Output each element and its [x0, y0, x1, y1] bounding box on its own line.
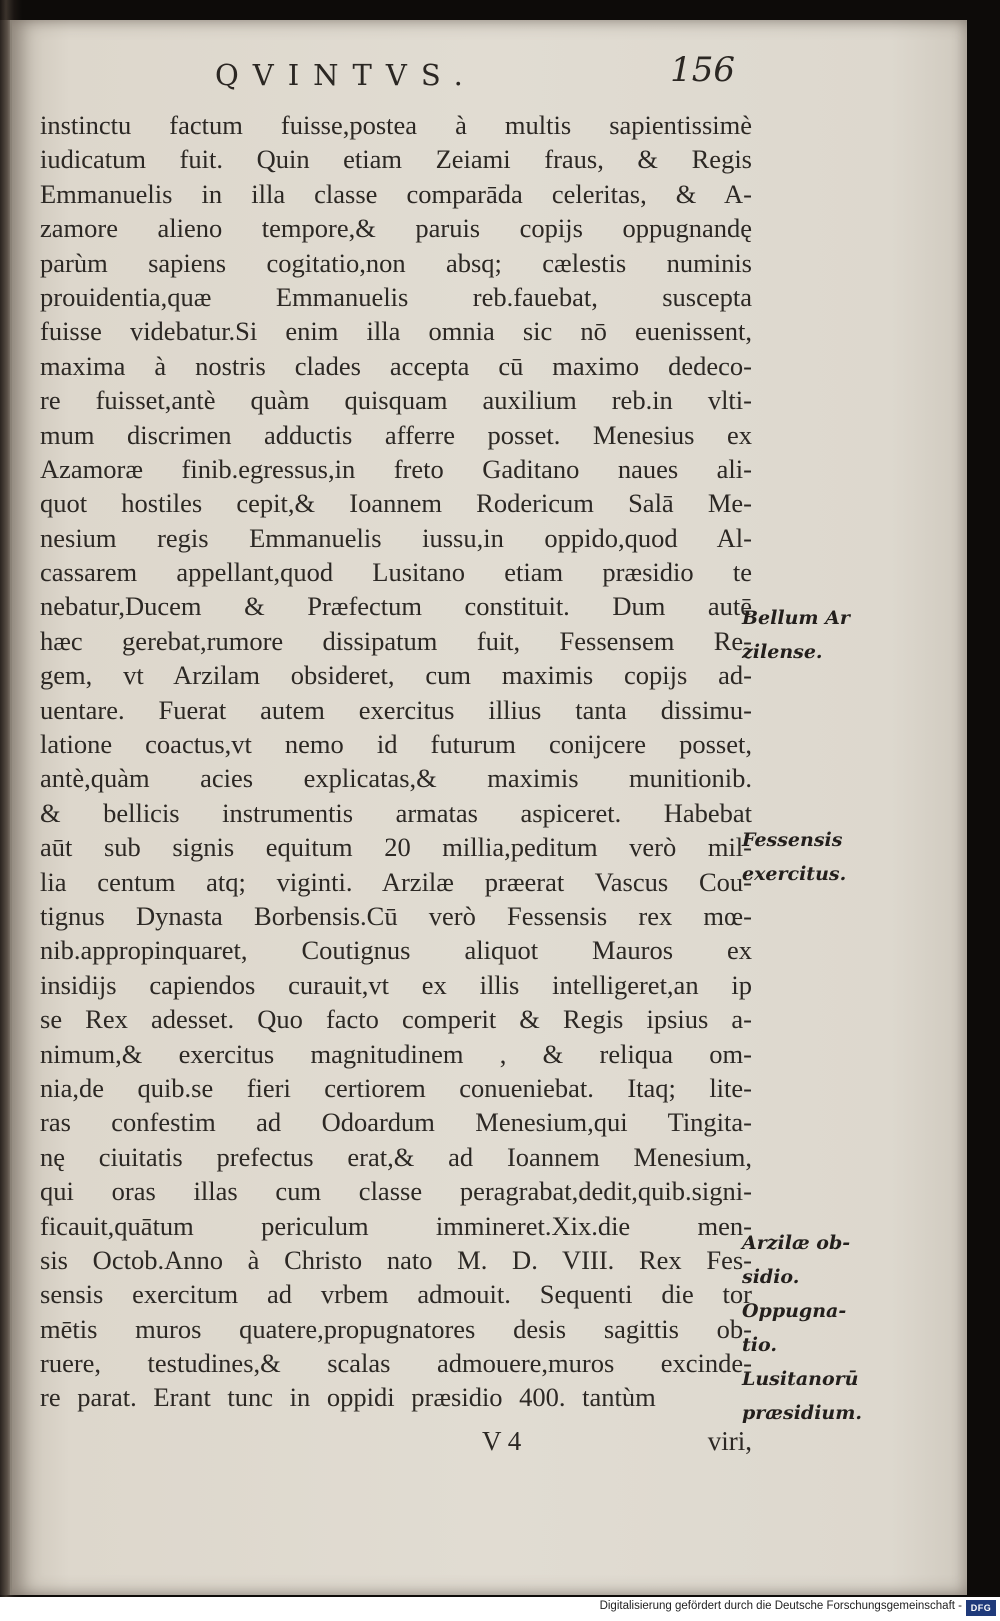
- text-line: Emmanuelis in illa classe comparāda celeritas, & A-: [40, 178, 752, 209]
- text-line: fuisse videbatur.Si enim illa omnia sic nō euenissent,: [40, 316, 752, 347]
- marginal-note-line: Bellum Ar: [742, 607, 850, 629]
- text-line: Azamoræ finib.egressus,in freto Gaditano naues ali-: [40, 453, 752, 484]
- body-text: [40, 108, 752, 1415]
- text-line: maxima à nostris clades accepta cū maximo dedeco-: [40, 350, 752, 381]
- text-line: ruere, testudines,& scalas admouere,muros excinde-: [40, 1348, 752, 1379]
- text-line: nimum,& exercitus magnitudinem , & reliqua om-: [40, 1038, 752, 1069]
- marginal-note-line: sidio.: [742, 1266, 800, 1288]
- text-line: antè,quàm acies explicatas,& maximis munitionib.: [40, 763, 752, 794]
- text-line: nebatur,Ducem & Præfectum constituit. Dum autē: [40, 591, 752, 622]
- text-line: & bellicis instrumentis armatas aspiceret. Habebat: [40, 797, 752, 828]
- page-header: [215, 48, 735, 98]
- text-line: nę ciuitatis prefectus erat,& ad Ioannem Menesium,: [40, 1141, 752, 1172]
- text-line: sensis exercitum ad vrbem admouit. Sequenti die tor: [40, 1279, 752, 1310]
- text-line: mum discrimen adductis afferre posset. Menesius ex: [40, 419, 752, 450]
- text-line: zamore alieno tempore,& paruis copijs oppugnandę: [40, 213, 752, 244]
- running-title: QVINTVS.: [215, 58, 477, 92]
- text-line: lia centum atq; viginti. Arzilæ præerat Vascus Cou-: [40, 866, 752, 897]
- marginal-note-line: præsidium.: [742, 1402, 862, 1424]
- text-line: insidijs capiendos curauit,vt ex illis intelligeret,an ip: [40, 969, 752, 1000]
- marginal-note-lusitanorum-praesidium: [742, 1362, 882, 1430]
- signature-mark: V 4: [482, 1426, 522, 1456]
- text-line: qui oras illas cum classe peragrabat,dedit,quib.signi-: [40, 1176, 752, 1207]
- text-line: parùm sapiens cogitatio,non absq; cælestis numinis: [40, 247, 752, 278]
- text-line: latione coactus,vt nemo id futurum conijcere posset,: [40, 729, 752, 760]
- text-line: uentare. Fuerat autem exercitus illius tanta dissimu-: [40, 694, 752, 725]
- text-line: ficauit,quātum periculum immineret.Xix.die men-: [40, 1210, 752, 1241]
- text-line: sis Octob.Anno à Christo nato M. D. VIII. Rex Fes-: [40, 1244, 752, 1275]
- marginal-note-line: tio.: [742, 1334, 777, 1356]
- marginal-note-line: Arzilæ ob-: [742, 1232, 851, 1254]
- text-line: nesium regis Emmanuelis iussu,in oppido,quod Al-: [40, 522, 752, 553]
- catchword-line: [482, 1426, 752, 1466]
- text-line: quot hostiles cepit,& Ioannem Rodericum Salā Me-: [40, 488, 752, 519]
- marginal-note-line: zilense.: [742, 641, 823, 663]
- catchword: viri,: [707, 1426, 752, 1456]
- text-line: mētis muros quatere,propugnatores desis sagittis ob-: [40, 1313, 752, 1344]
- marginal-note-line: Oppugna-: [742, 1300, 847, 1322]
- dfg-logo: DFG: [966, 1600, 996, 1616]
- text-line: cassarem appellant,quod Lusitano etiam præsidio te: [40, 557, 752, 588]
- marginal-note-oppugnatio: [742, 1294, 882, 1362]
- text-line: re fuisset,antè quàm quisquam auxilium reb.in vlti-: [40, 385, 752, 416]
- marginal-note-line: exercitus.: [742, 863, 847, 885]
- text-line: re parat. Erant tunc in oppidi præsidio 400. tantùm: [40, 1382, 656, 1413]
- text-line: hæc gerebat,rumore dissipatum fuit, Fessensem Re-: [40, 625, 752, 656]
- page-number: 156: [670, 50, 735, 90]
- text-line: se Rex adesset. Quo facto comperit & Regis ipsius a-: [40, 1004, 752, 1035]
- text-line: instinctu factum fuisse,postea à multis sapientissimè: [40, 110, 752, 140]
- text-line: nib.appropinquaret, Coutignus aliquot Mauros ex: [40, 935, 752, 966]
- digitization-footer: [0, 1597, 1000, 1621]
- text-line: iudicatum fuit. Quin etiam Zeiami fraus, & Regis: [40, 144, 752, 175]
- marginal-note-fessensis-exercitus: [742, 823, 882, 891]
- digitization-credit: Digitalisierung gefördert durch die Deutsche Forschungsgemeinschaft -: [599, 1600, 962, 1612]
- marginal-note-arzilae-obsidio: [742, 1226, 882, 1294]
- marginal-note-bellum-arzilense: [742, 601, 882, 669]
- text-line: ras confestim ad Odoardum Menesium,qui Tingita-: [40, 1107, 752, 1138]
- marginal-note-line: Fessensis: [742, 829, 843, 851]
- text-line: aūt sub signis equitum 20 millia,peditum verò mil-: [40, 832, 752, 863]
- text-line: nia,de quib.se fieri certiorem conueniebat. Itaq; lite-: [40, 1072, 752, 1103]
- text-line: prouidentia,quæ Emmanuelis reb.fauebat, suscepta: [40, 281, 752, 312]
- text-line: tignus Dynasta Borbensis.Cū verò Fessensis rex mœ-: [40, 900, 752, 931]
- text-line: gem, vt Arzilam obsideret, cum maximis copijs ad-: [40, 660, 752, 691]
- marginal-note-line: Lusitanorū: [742, 1368, 859, 1390]
